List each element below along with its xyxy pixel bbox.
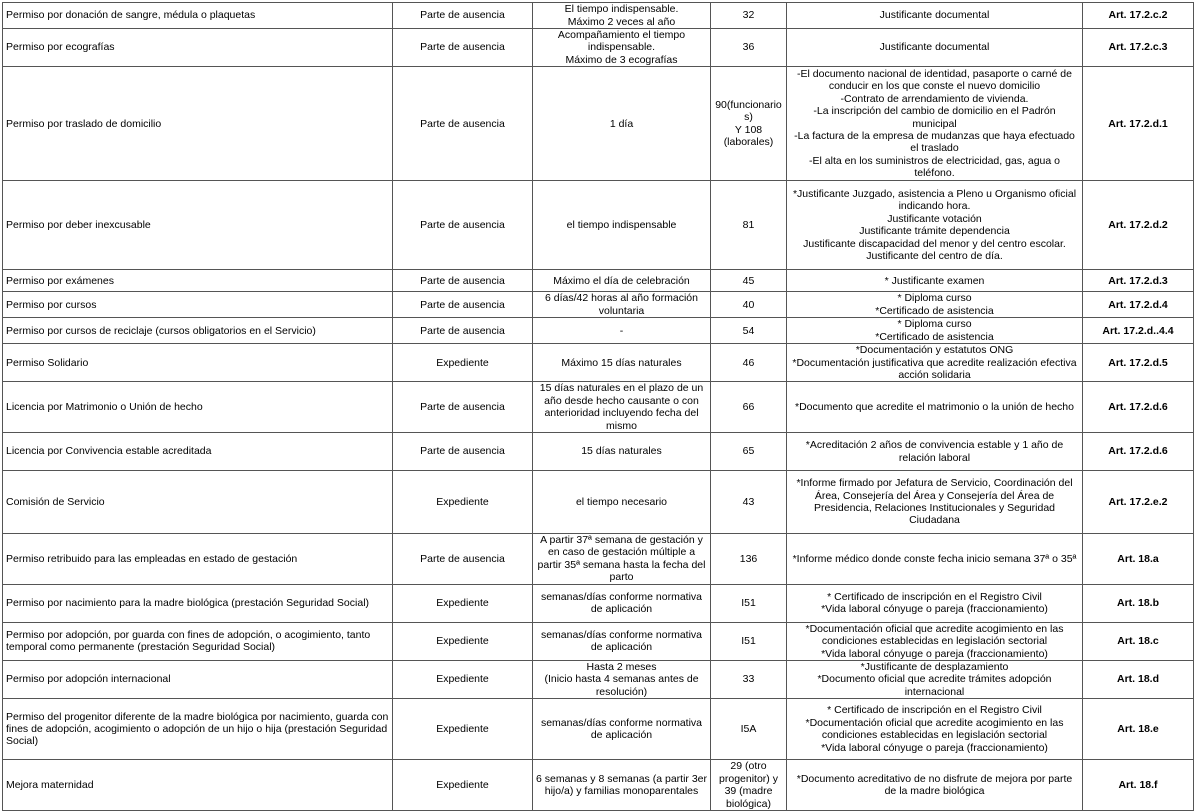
permiso-cell: Permiso por adopción, por guarda con fines de adopción, o acogimiento, tanto temporal como permanente (prestación Seguridad Social) [3, 622, 393, 660]
codigo-cell [711, 584, 787, 622]
duracion-cell-line: Máximo 15 días naturales [561, 356, 682, 369]
justificante-cell-line: *Justificante de desplazamiento [860, 660, 1009, 673]
justificante-cell-line: *Documentación y estatutos ONG [855, 344, 1014, 357]
tramite-cell: Parte de ausencia [393, 181, 533, 270]
permiso-cell: Mejora maternidad [3, 760, 393, 811]
justificante-cell-line: *Vida laboral cónyuge o pareja (fraccionamiento) [821, 741, 1048, 754]
articulo-cell: Art. 17.2.c.3 [1083, 29, 1194, 67]
codigo-cell-line: I51 [741, 596, 756, 609]
permiso-cell: Permiso por cursos [3, 292, 393, 318]
tramite-cell: Parte de ausencia [393, 292, 533, 318]
tramite-cell: Expediente [393, 760, 533, 811]
articulo-cell: Art. 17.2.d.3 [1083, 270, 1194, 292]
justificante-cell [787, 382, 1083, 433]
duracion-cell [533, 318, 711, 344]
justificante-cell-line: -Contrato de arrendamiento de vivienda. [840, 92, 1029, 105]
duracion-cell-line: Hasta 2 meses [586, 660, 657, 673]
justificante-cell-line: Justificante documental [879, 41, 990, 54]
codigo-cell-line: 46 [742, 356, 755, 369]
codigo-cell [711, 699, 787, 760]
permiso-cell: Permiso por deber inexcusable [3, 181, 393, 270]
justificante-cell [787, 534, 1083, 585]
table-row [3, 318, 1194, 344]
table-row [3, 181, 1194, 270]
codigo-cell-line: 40 [742, 298, 755, 311]
duracion-cell [533, 584, 711, 622]
justificante-cell-line: * Justificante examen [884, 274, 985, 287]
permiso-cell: Licencia por Matrimonio o Unión de hecho [3, 382, 393, 433]
tramite-cell: Parte de ausencia [393, 433, 533, 471]
codigo-cell [711, 318, 787, 344]
articulo-cell: Art. 17.2.d.6 [1083, 433, 1194, 471]
tramite-cell: Parte de ausencia [393, 29, 533, 67]
tramite-cell: Expediente [393, 584, 533, 622]
duracion-cell-line: Máximo el día de celebración [553, 274, 690, 287]
duracion-cell [533, 67, 711, 181]
table-row [3, 29, 1194, 67]
tramite-cell: Expediente [393, 699, 533, 760]
duracion-cell-line: A partir 37ª semana de gestación y en caso de gestación múltiple a partir 35ª semana hasta la fecha del parto [537, 534, 706, 584]
articulo-cell: Art. 18.a [1083, 534, 1194, 585]
justificante-cell [787, 584, 1083, 622]
duracion-cell [533, 660, 711, 698]
codigo-cell-line: 65 [742, 445, 755, 458]
codigo-cell-line: (laborales) [723, 136, 774, 149]
table-row [3, 344, 1194, 382]
duracion-cell-line: Máximo de 3 ecografías [565, 53, 678, 66]
duracion-cell-line: - [619, 324, 624, 337]
table-row [3, 699, 1194, 760]
table-row [3, 660, 1194, 698]
tramite-cell: Expediente [393, 660, 533, 698]
justificante-cell-line: -La factura de la empresa de mudanzas que haya efectuado el traslado [794, 129, 1075, 155]
justificante-cell-line: Justificante discapacidad del menor y del centro escolar. [803, 237, 1066, 250]
duracion-cell-line: semanas/días conforme normativa de aplicación [540, 590, 703, 616]
articulo-cell: Art. 18.c [1083, 622, 1194, 660]
duracion-cell [533, 699, 711, 760]
table-row [3, 471, 1194, 534]
codigo-cell [711, 344, 787, 382]
justificante-cell-line: -El alta en los suministros de electricidad, gas, agua o teléfono. [809, 154, 1060, 180]
justificante-cell [787, 181, 1083, 270]
permiso-cell: Permiso retribuido para las empleadas en estado de gestación [3, 534, 393, 585]
justificante-cell-line: *Vida laboral cónyuge o pareja (fraccionamiento) [821, 603, 1048, 616]
codigo-cell [711, 3, 787, 29]
justificante-cell-line: * Certificado de inscripción en el Registro Civil [827, 704, 1042, 717]
codigo-cell [711, 181, 787, 270]
tramite-cell: Parte de ausencia [393, 318, 533, 344]
codigo-cell [711, 760, 787, 811]
codigo-cell-line: 45 [742, 274, 755, 287]
justificante-cell-line: *Documentación oficial que acredite acogimiento en las condiciones establecidas en legislación sectorial [805, 622, 1064, 648]
justificante-cell-line: *Documento que acredite el matrimonio o la unión de hecho [794, 401, 1074, 414]
codigo-cell-line: 33 [742, 673, 755, 686]
duracion-cell [533, 534, 711, 585]
duracion-cell [533, 622, 711, 660]
articulo-cell: Art. 17.2.e.2 [1083, 471, 1194, 534]
codigo-cell-line: I5A [740, 722, 757, 735]
duracion-cell-line: 6 semanas y 8 semanas (a partir 3er hijo/a) y familias monoparentales [536, 772, 707, 798]
articulo-cell: Art. 18.e [1083, 699, 1194, 760]
permiso-cell: Licencia por Convivencia estable acreditada [3, 433, 393, 471]
justificante-cell [787, 699, 1083, 760]
table-row [3, 67, 1194, 181]
codigo-cell [711, 292, 787, 318]
duracion-cell-line: El tiempo indispensable. [564, 3, 679, 16]
justificante-cell-line: * Diploma curso [897, 318, 972, 331]
codigo-cell [711, 270, 787, 292]
justificante-cell-line: *Certificado de asistencia [875, 330, 994, 343]
permiso-cell: Permiso del progenitor diferente de la madre biológica por nacimiento, guarda con fines de adopción, acogimiento o adopción de un hijo o hija (prestación Seguridad Social) [3, 699, 393, 760]
tramite-cell: Expediente [393, 471, 533, 534]
duracion-cell [533, 181, 711, 270]
permisos-table [2, 2, 1194, 811]
articulo-cell: Art. 17.2.d.2 [1083, 181, 1194, 270]
justificante-cell-line: *Documento acreditativo de no disfrute de mejora por parte de la madre biológica [796, 772, 1073, 798]
codigo-cell [711, 471, 787, 534]
articulo-cell: Art. 17.2.d.6 [1083, 382, 1194, 433]
table-row [3, 622, 1194, 660]
duracion-cell-line: Máximo 2 veces al año [567, 15, 676, 28]
tramite-cell: Parte de ausencia [393, 534, 533, 585]
duracion-cell-line: 1 día [609, 117, 634, 130]
articulo-cell: Art. 17.2.d.1 [1083, 67, 1194, 181]
duracion-cell-line: 15 días naturales [581, 445, 662, 458]
codigo-cell [711, 67, 787, 181]
permiso-cell: Permiso por donación de sangre, médula o plaquetas [3, 3, 393, 29]
articulo-cell: Art. 18.f [1083, 760, 1194, 811]
tramite-cell: Expediente [393, 622, 533, 660]
justificante-cell [787, 270, 1083, 292]
codigo-cell-line: 90(funcionario [715, 98, 782, 111]
justificante-cell [787, 433, 1083, 471]
justificante-cell-line: * Certificado de inscripción en el Registro Civil [827, 590, 1042, 603]
duracion-cell-line: 6 días/42 horas al año formación voluntaria [545, 292, 698, 317]
codigo-cell-line: s) [744, 111, 753, 124]
justificante-cell-line: *Documentación justificativa que acredite realización efectiva acción solidaria [792, 356, 1077, 382]
codigo-cell [711, 29, 787, 67]
duracion-cell-line: semanas/días conforme normativa de aplicación [540, 716, 703, 742]
duracion-cell-line: (Inicio hasta 4 semanas antes de resolución) [544, 673, 699, 698]
justificante-cell [787, 67, 1083, 181]
duracion-cell [533, 344, 711, 382]
codigo-cell-line: I51 [741, 635, 756, 648]
tramite-cell: Expediente [393, 344, 533, 382]
permiso-cell: Comisión de Servicio [3, 471, 393, 534]
codigo-cell-line: 136 [739, 552, 758, 565]
articulo-cell: Art. 18.b [1083, 584, 1194, 622]
justificante-cell [787, 292, 1083, 318]
codigo-cell-line: 36 [742, 41, 755, 54]
table-row [3, 3, 1194, 29]
duracion-cell [533, 270, 711, 292]
duracion-cell [533, 382, 711, 433]
duracion-cell [533, 292, 711, 318]
justificante-cell-line: -La inscripción del cambio de domicilio en el Padrón municipal [813, 105, 1056, 130]
justificante-cell-line: Justificante trámite dependencia [859, 225, 1010, 238]
codigo-cell [711, 534, 787, 585]
tramite-cell: Parte de ausencia [393, 270, 533, 292]
justificante-cell [787, 318, 1083, 344]
table-row [3, 382, 1194, 433]
permiso-cell: Permiso por exámenes [3, 270, 393, 292]
duracion-cell [533, 433, 711, 471]
codigo-cell-line: 32 [742, 9, 755, 22]
justificante-cell [787, 471, 1083, 534]
justificante-cell-line: Justificante votación [887, 212, 982, 225]
duracion-cell-line: semanas/días conforme normativa de aplicación [540, 628, 703, 654]
table-row [3, 760, 1194, 811]
justificante-cell [787, 29, 1083, 67]
justificante-cell-line: * Diploma curso [897, 292, 972, 305]
duracion-cell [533, 29, 711, 67]
codigo-cell [711, 382, 787, 433]
justificante-cell-line: *Documento oficial que acredite trámites adopción internacional [817, 673, 1052, 698]
articulo-cell: Art. 17.2.c.2 [1083, 3, 1194, 29]
permiso-cell: Permiso por adopción internacional [3, 660, 393, 698]
justificante-cell-line: *Documentación oficial que acredite acogimiento en las condiciones establecidas en legislación sectorial [805, 716, 1064, 742]
duracion-cell-line: el tiempo necesario [575, 495, 668, 508]
duracion-cell [533, 760, 711, 811]
justificante-cell [787, 760, 1083, 811]
codigo-cell-line: 81 [742, 219, 755, 232]
justificante-cell [787, 3, 1083, 29]
justificante-cell-line: Justificante documental [879, 9, 990, 22]
justificante-cell [787, 660, 1083, 698]
justificante-cell-line: *Vida laboral cónyuge o pareja (fraccionamiento) [821, 647, 1048, 660]
table-row [3, 584, 1194, 622]
justificante-cell-line: -El documento nacional de identidad, pasaporte o carné de conducir en los que conste el nuevo domicilio [797, 67, 1072, 93]
permiso-cell: Permiso por nacimiento para la madre biológica (prestación Seguridad Social) [3, 584, 393, 622]
permiso-cell: Permiso por ecografías [3, 29, 393, 67]
permiso-cell: Permiso Solidario [3, 344, 393, 382]
justificante-cell-line: *Justificante Juzgado, asistencia a Pleno u Organismo oficial indicando hora. [792, 188, 1077, 213]
justificante-cell [787, 622, 1083, 660]
tramite-cell: Parte de ausencia [393, 67, 533, 181]
codigo-cell-line: Y 108 [734, 123, 763, 136]
codigo-cell [711, 433, 787, 471]
duracion-cell [533, 471, 711, 534]
tramite-cell: Parte de ausencia [393, 382, 533, 433]
duracion-cell-line: el tiempo indispensable [566, 219, 677, 232]
permiso-cell: Permiso por cursos de reciclaje (cursos obligatorios en el Servicio) [3, 318, 393, 344]
codigo-cell [711, 622, 787, 660]
permiso-cell: Permiso por traslado de domicilio [3, 67, 393, 181]
codigo-cell-line: 66 [742, 401, 755, 414]
codigo-cell-line: 43 [742, 495, 755, 508]
justificante-cell-line: *Informe firmado por Jefatura de Servicio, Coordinación del Área, Consejería del Área y Consejería del Área de Presidencia, Relaciones Institucionales y Seguridad Ciudadana [796, 477, 1073, 527]
justificante-cell-line: *Informe médico donde conste fecha inicio semana 37ª o 35ª [792, 552, 1077, 565]
tramite-cell: Parte de ausencia [393, 3, 533, 29]
justificante-cell-line: *Certificado de asistencia [875, 304, 994, 317]
table-row [3, 270, 1194, 292]
table-row [3, 534, 1194, 585]
articulo-cell: Art. 17.2.d..4.4 [1083, 318, 1194, 344]
articulo-cell: Art. 18.d [1083, 660, 1194, 698]
table-row [3, 292, 1194, 318]
justificante-cell-line: Justificante del centro de día. [866, 250, 1003, 263]
duracion-cell [533, 3, 711, 29]
codigo-cell [711, 660, 787, 698]
articulo-cell: Art. 17.2.d.4 [1083, 292, 1194, 318]
codigo-cell-line: 54 [742, 324, 755, 337]
justificante-cell [787, 344, 1083, 382]
articulo-cell: Art. 17.2.d.5 [1083, 344, 1194, 382]
codigo-cell-line: 29 (otro progenitor) y 39 (madre biológica) [719, 760, 778, 810]
duracion-cell-line: Acompañamiento el tiempo indispensable. [557, 29, 686, 54]
justificante-cell-line: *Acreditación 2 años de convivencia estable y 1 año de relación laboral [805, 439, 1064, 464]
duracion-cell-line: 15 días naturales en el plazo de un año desde hecho causante o con anterioridad incluyendo fecha del mismo [539, 382, 704, 432]
table-row [3, 433, 1194, 471]
